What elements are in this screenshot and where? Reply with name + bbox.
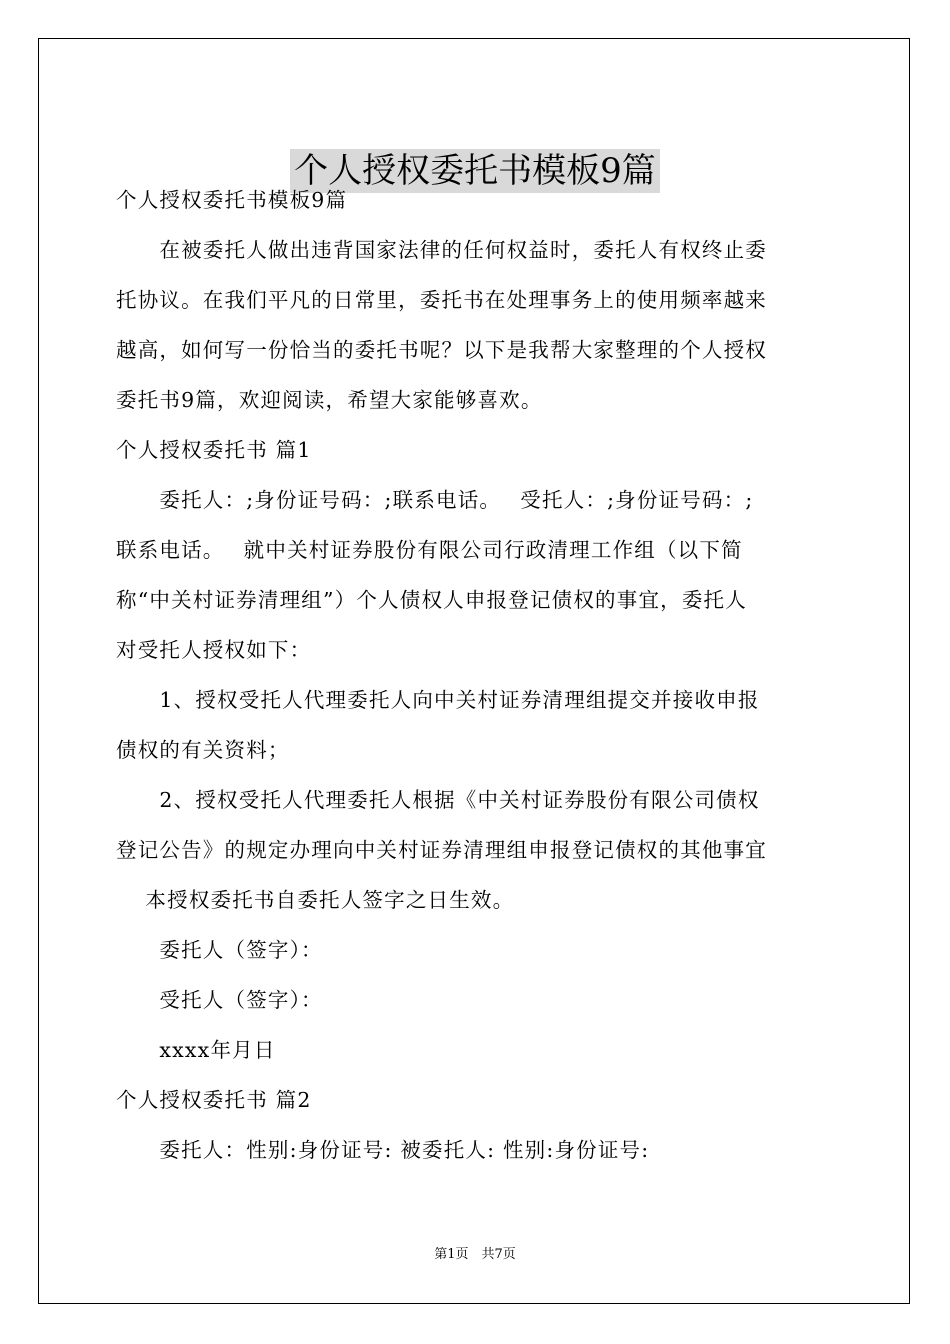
- body-line: 本授权委托书自委托人签字之日生效。: [116, 888, 515, 912]
- body-line: 债权的有关资料；: [116, 738, 290, 762]
- body-line: 1、授权受托人代理委托人向中关村证券清理组提交并接收申报: [116, 688, 760, 712]
- date-line: xxxx年月日: [116, 1038, 276, 1062]
- page-border: [38, 38, 910, 1304]
- body-line: 在被委托人做出违背国家法律的任何权益时，委托人有权终止委: [116, 238, 767, 262]
- signature-line-agent: 受托人（签字）：: [116, 988, 323, 1012]
- body-line: 对受托人授权如下：: [116, 638, 312, 662]
- body-line: 称“中关村证券清理组”）个人债权人申报登记债权的事宜，委托人: [116, 588, 747, 612]
- body-line: 委托人：性别:身份证号: 被委托人: 性别:身份证号:: [116, 1138, 650, 1162]
- page-number-footer: 第1页 共7页: [434, 1247, 516, 1262]
- body-line: 越高，如何写一份恰当的委托书呢？以下是我帮大家整理的个人授权: [116, 338, 767, 362]
- body-line: 2、授权受托人代理委托人根据《中关村证券股份有限公司债权: [116, 788, 760, 812]
- body-line: 委托人：;身份证号码：;联系电话。 受托人：;身份证号码：;: [116, 488, 754, 512]
- body-line: 联系电话。 就中关村证券股份有限公司行政清理工作组（以下简: [116, 538, 743, 562]
- document-title: 个人授权委托书模板9篇: [290, 149, 660, 193]
- signature-line-principal: 委托人（签字）：: [116, 938, 323, 962]
- body-line: 托协议。在我们平凡的日常里，委托书在处理事务上的使用频率越来: [116, 288, 767, 312]
- section-heading-1: 个人授权委托书 篇1: [116, 438, 312, 462]
- body-line: 委托书9篇，欢迎阅读，希望大家能够喜欢。: [116, 388, 543, 412]
- subtitle-line: 个人授权委托书模板9篇: [116, 188, 348, 212]
- section-heading-2: 个人授权委托书 篇2: [116, 1088, 312, 1112]
- body-line: 登记公告》的规定办理向中关村证券清理组申报登记债权的其他事宜: [116, 838, 767, 862]
